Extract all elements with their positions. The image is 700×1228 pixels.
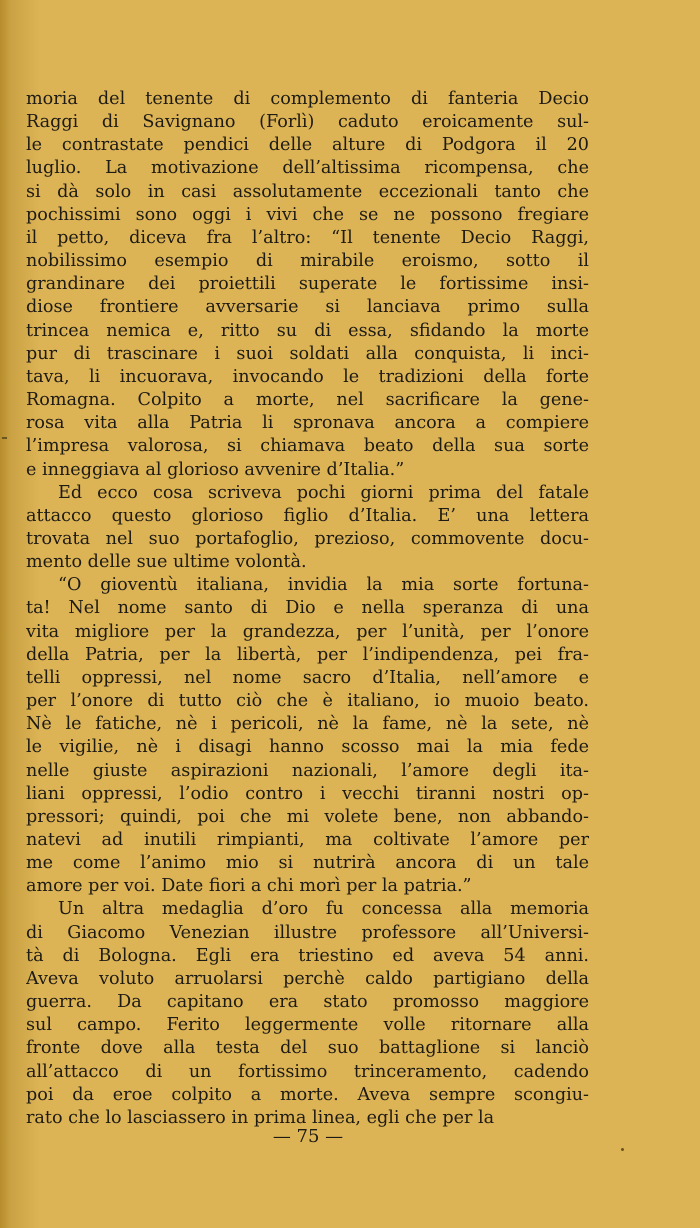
text-line: vita migliore per la grandezza, per l’unità, per l’onore [26, 621, 589, 642]
body-text [26, 88, 589, 1130]
text-line: all’attacco di un fortissimo trinceramento, cadendo [26, 1061, 589, 1082]
margin-mark [2, 437, 7, 439]
text-line: telli oppressi, nel nome sacro d’Italia, nell’amore e [26, 667, 589, 688]
text-line: le contrastate pendici delle alture di Podgora il 20 [26, 135, 589, 156]
text-line: liani oppressi, l’odio contro i vecchi tiranni nostri op- [26, 783, 589, 804]
text-line: e inneggiava al glorioso avvenire d’Italia.” [26, 459, 405, 480]
text-line: “O gioventù italiana, invidia la mia sorte fortuna- [58, 575, 589, 596]
text-line: Un altra medaglia d’oro fu concessa alla memoria [58, 899, 589, 920]
paragraph [26, 482, 589, 575]
text-line: mento delle sue ultime volontà. [26, 552, 307, 573]
text-line: grandinare dei proiettili superate le fortissime insi- [26, 274, 589, 295]
text-line: guerra. Da capitano era stato promosso maggiore [26, 992, 589, 1013]
paper-speck [621, 1148, 624, 1151]
text-line: poi da eroe colpito a morte. Aveva sempre scongiu- [26, 1084, 589, 1105]
text-line: diose frontiere avversarie si lanciava primo sulla [26, 297, 589, 318]
text-line: pochissimi sono oggi i vivi che se ne possono fregiare [26, 204, 589, 225]
paragraph [26, 88, 589, 482]
text-line: moria del tenente di complemento di fanteria Decio [26, 89, 589, 109]
text-line: rosa vita alla Patria li spronava ancora a compiere [26, 413, 589, 434]
paragraph [26, 898, 589, 1130]
text-line: rato che lo lasciassero in prima linea, egli che per la [26, 1107, 495, 1128]
text-line: attacco questo glorioso figlio d’Italia. E’ una lettera [26, 505, 589, 526]
text-line: trincea nemica e, ritto su di essa, sfidando la morte [26, 320, 589, 341]
page-binding-edge [0, 0, 10, 1228]
text-line: Aveva voluto arruolarsi perchè caldo partigiano della [26, 968, 589, 989]
text-line: di Giacomo Venezian illustre professore all’Universi- [26, 922, 589, 943]
text-line: tà di Bologna. Egli era triestino ed aveva 54 anni. [26, 945, 589, 966]
text-line: natevi ad inutili rimpianti, ma coltivate l’amore per [26, 830, 589, 850]
text-line: nobilissimo esempio di mirabile eroismo, sotto il [26, 251, 589, 272]
text-line: me come l’animo mio si nutrirà ancora di un tale [26, 853, 589, 874]
text-line: si dà solo in casi assolutamente eccezionali tanto che [26, 181, 589, 202]
text-line: trovata nel suo portafoglio, prezioso, commovente docu- [26, 528, 589, 549]
text-line: le vigilie, nè i disagi hanno scosso mai la mia fede [26, 737, 589, 758]
text-line: della Patria, per la libertà, per l’indipendenza, pei fra- [26, 644, 589, 665]
text-line: per l’onore di tutto ciò che è italiano, io muoio beato. [26, 691, 589, 712]
text-line: amore per voi. Date fiori a chi morì per la patria.” [26, 876, 472, 897]
text-line: tava, li incuorava, invocando le tradizioni della forte [26, 366, 589, 387]
text-line: pressori; quindi, poi che mi volete bene, non abbando- [26, 806, 589, 827]
page-number: — 75 — [272, 1126, 344, 1147]
text-line: sul campo. Ferito leggermente volle ritornare alla [26, 1015, 589, 1036]
text-line: Raggi di Savignano (Forlì) caduto eroicamente sul- [26, 112, 589, 133]
text-line: Romagna. Colpito a morte, nel sacrificare la gene- [26, 390, 589, 411]
text-line: pur di trascinare i suoi soldati alla conquista, li inci- [26, 343, 589, 364]
text-line: ta! Nel nome santo di Dio e nella speranza di una [26, 598, 589, 619]
text-line: nelle giuste aspirazioni nazionali, l’amore degli ita- [26, 760, 589, 781]
text-line: Ed ecco cosa scriveva pochi giorni prima del fatale [58, 482, 589, 503]
text-line: il petto, diceva fra l’altro: “Il tenente Decio Raggi, [26, 227, 589, 248]
text-line: fronte dove alla testa del suo battaglione si lanciò [26, 1038, 589, 1059]
text-line: Nè le fatiche, nè i pericoli, nè la fame, nè la sete, nè [26, 714, 589, 735]
paragraph [26, 574, 589, 898]
text-line: luglio. La motivazione dell’altissima ricompensa, che [26, 158, 589, 179]
text-line: l’impresa valorosa, si chiamava beato della sua sorte [26, 436, 589, 457]
